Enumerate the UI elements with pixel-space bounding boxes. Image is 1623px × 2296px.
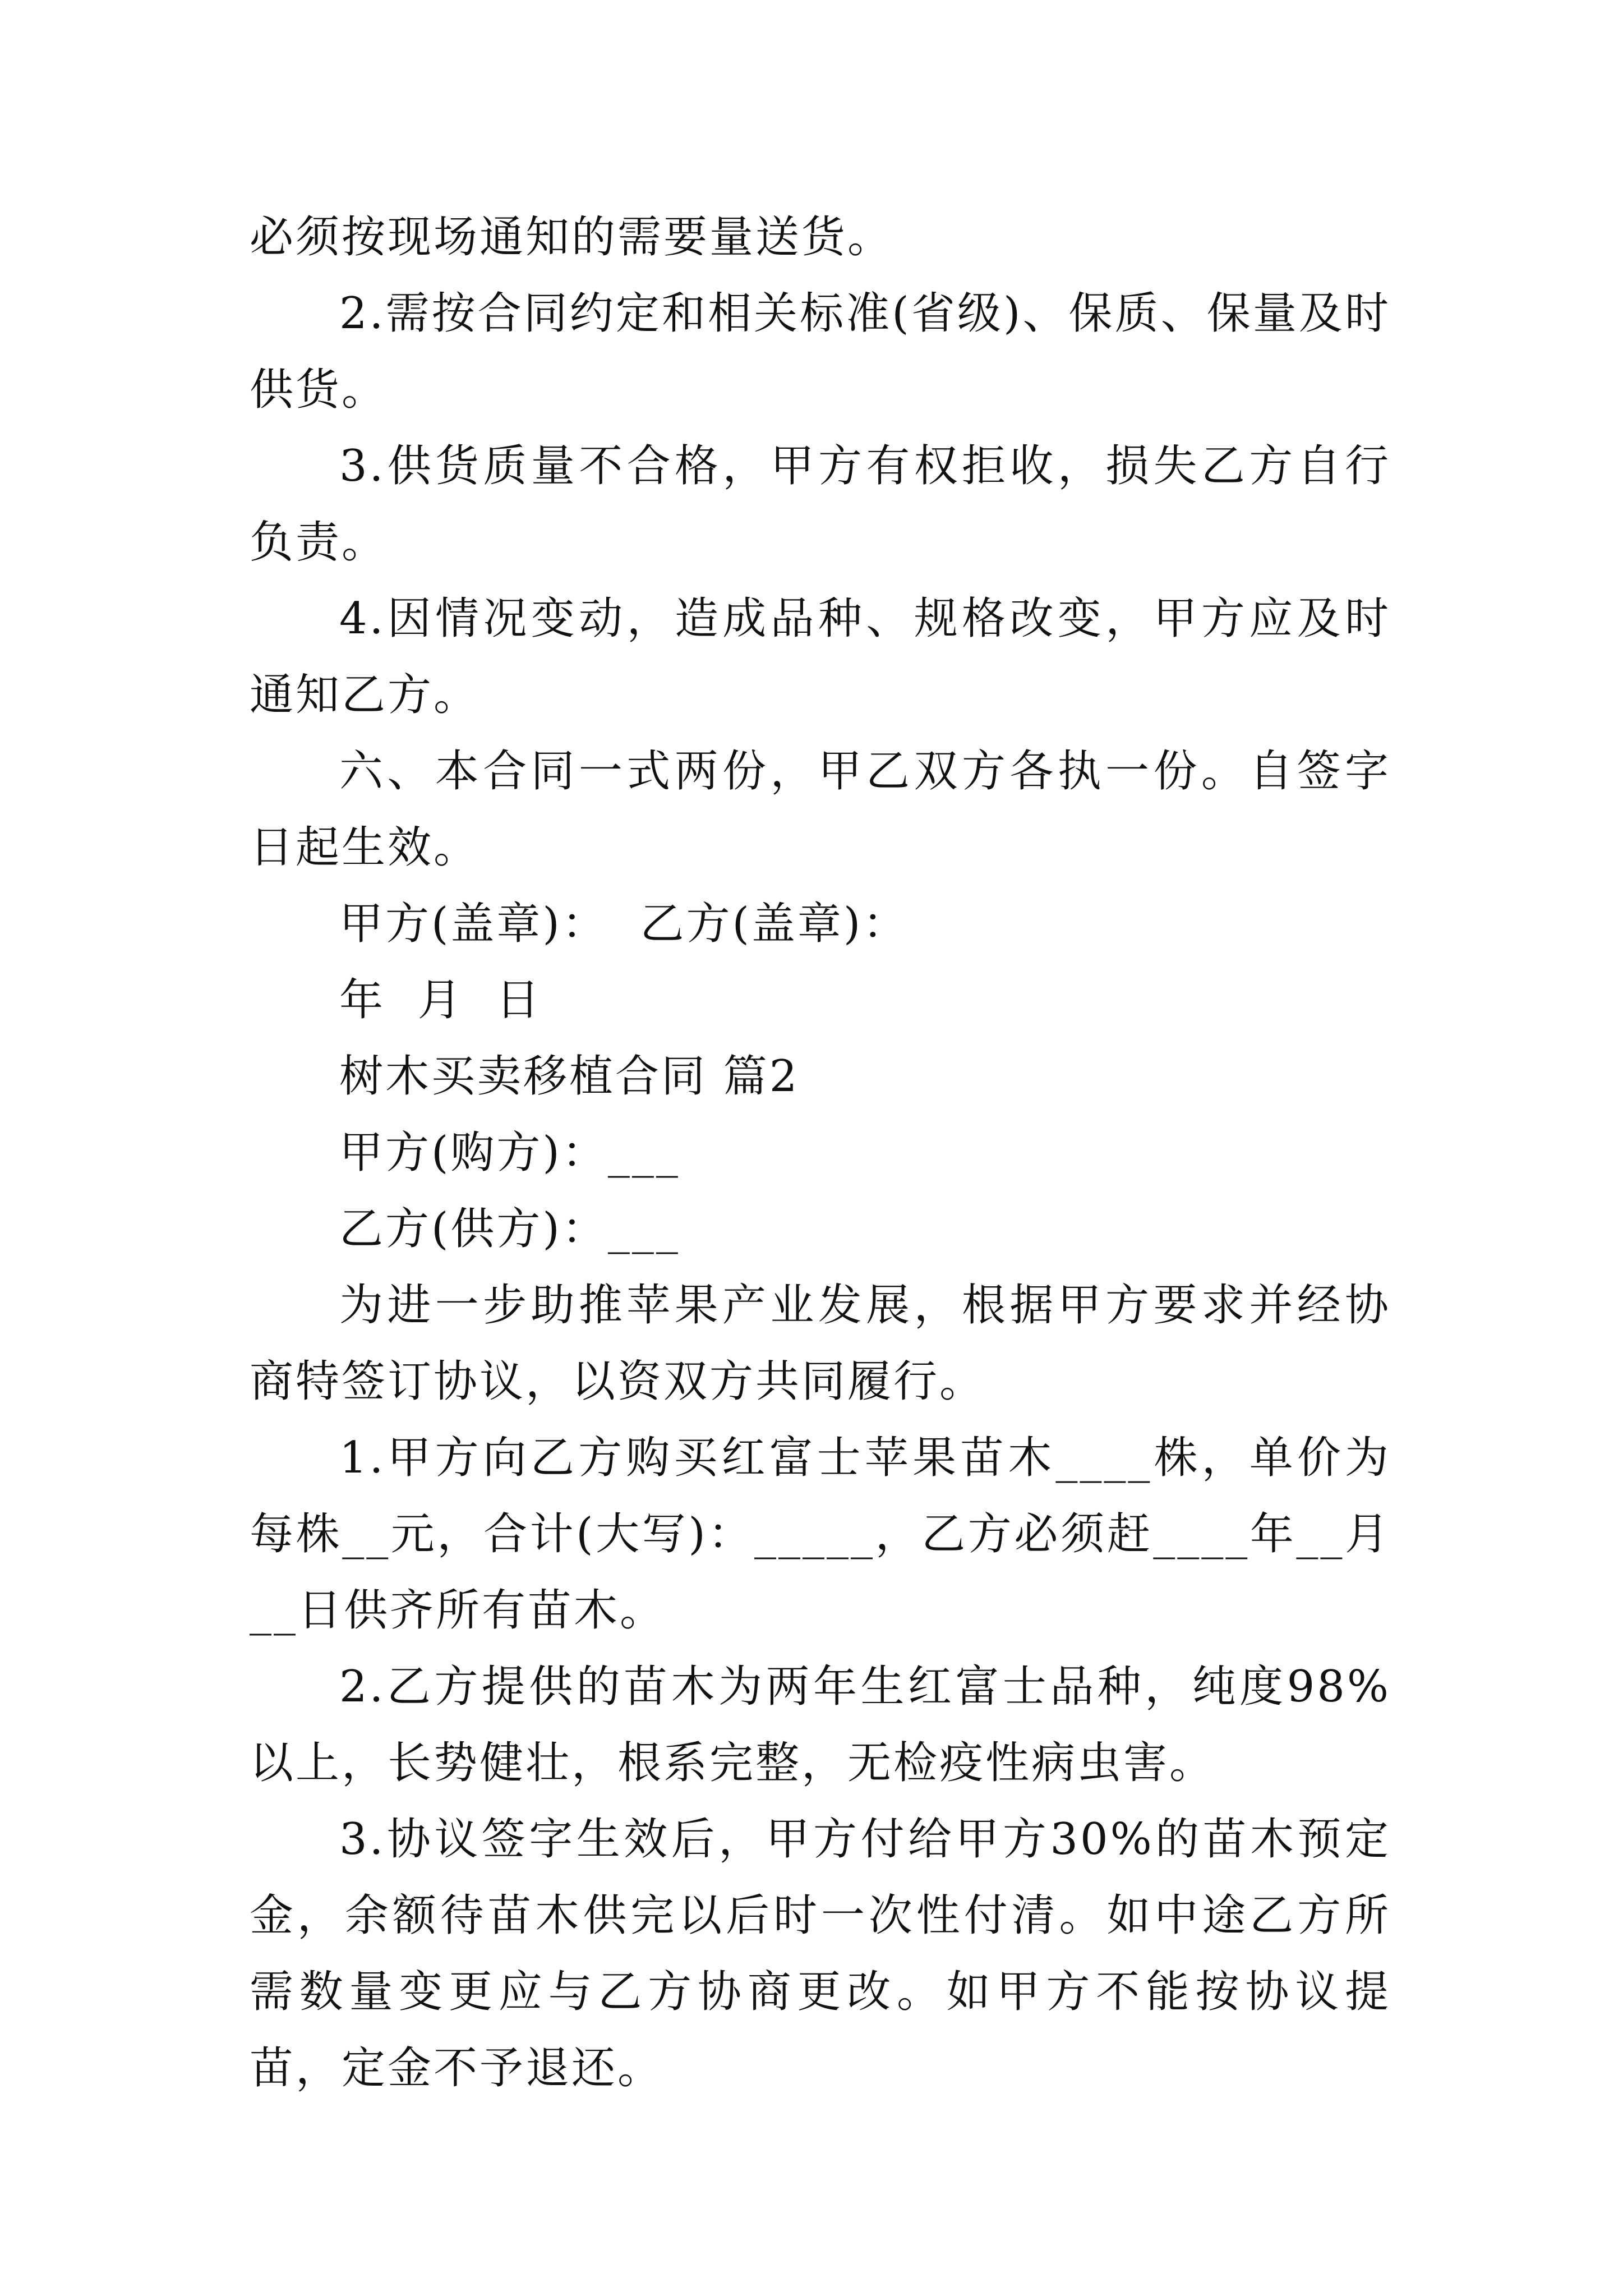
paragraph-preamble: 为进一步助推苹果产业发展，根据甲方要求并经协商特签订协议，以资双方共同履行。	[250, 1280, 1391, 1407]
paragraph-delivery-notice: 必须按现场通知的需要量送货。	[250, 212, 894, 263]
paragraph-item-1-purchase: 1.甲方向乙方购买红富士苹果苗木____株，单价为每株__元，合计(大写)：_____，乙方必须赶____年__月__日供齐所有苗木。	[250, 1433, 1391, 1636]
paragraph-clause-4-change-notice: 4.因情况变动，造成品种、规格改变，甲方应及时通知乙方。	[250, 593, 1391, 720]
document-body	[250, 199, 1391, 2106]
contract-title-part-2: 树木买卖移植合同 篇2	[339, 1051, 800, 1102]
date-line: 年 月 日	[339, 975, 542, 1025]
paragraph-clause-2-quality-standard: 2.需按合同约定和相关标准(省级)、保质、保量及时供货。	[250, 288, 1391, 415]
paragraph-section-6-copies: 六、本合同一式两份，甲乙双方各执一份。自签字日起生效。	[250, 746, 1391, 873]
signature-line: 甲方(盖章)： 乙方(盖章)：	[339, 899, 909, 949]
paragraph-item-2-seedling-spec: 2.乙方提供的苗木为两年生红富士品种，纯度98%以上，长势健壮，根系完整，无检疫性病虫害。	[250, 1662, 1391, 1788]
paragraph-clause-3-rejection: 3.供货质量不合格，甲方有权拒收，损失乙方自行负责。	[250, 441, 1391, 568]
party-a-buyer-line: 甲方(购方)：___	[339, 1128, 680, 1178]
party-b-supplier-line: 乙方(供方)：___	[339, 1204, 680, 1254]
paragraph-item-3-deposit: 3.协议签字生效后，甲方付给甲方30%的苗木预定金，余额待苗木供完以后时一次性付清。如中途乙方所需数量变更应与乙方协商更改。如甲方不能按协议提苗，定金不予退还。	[250, 1814, 1391, 2093]
